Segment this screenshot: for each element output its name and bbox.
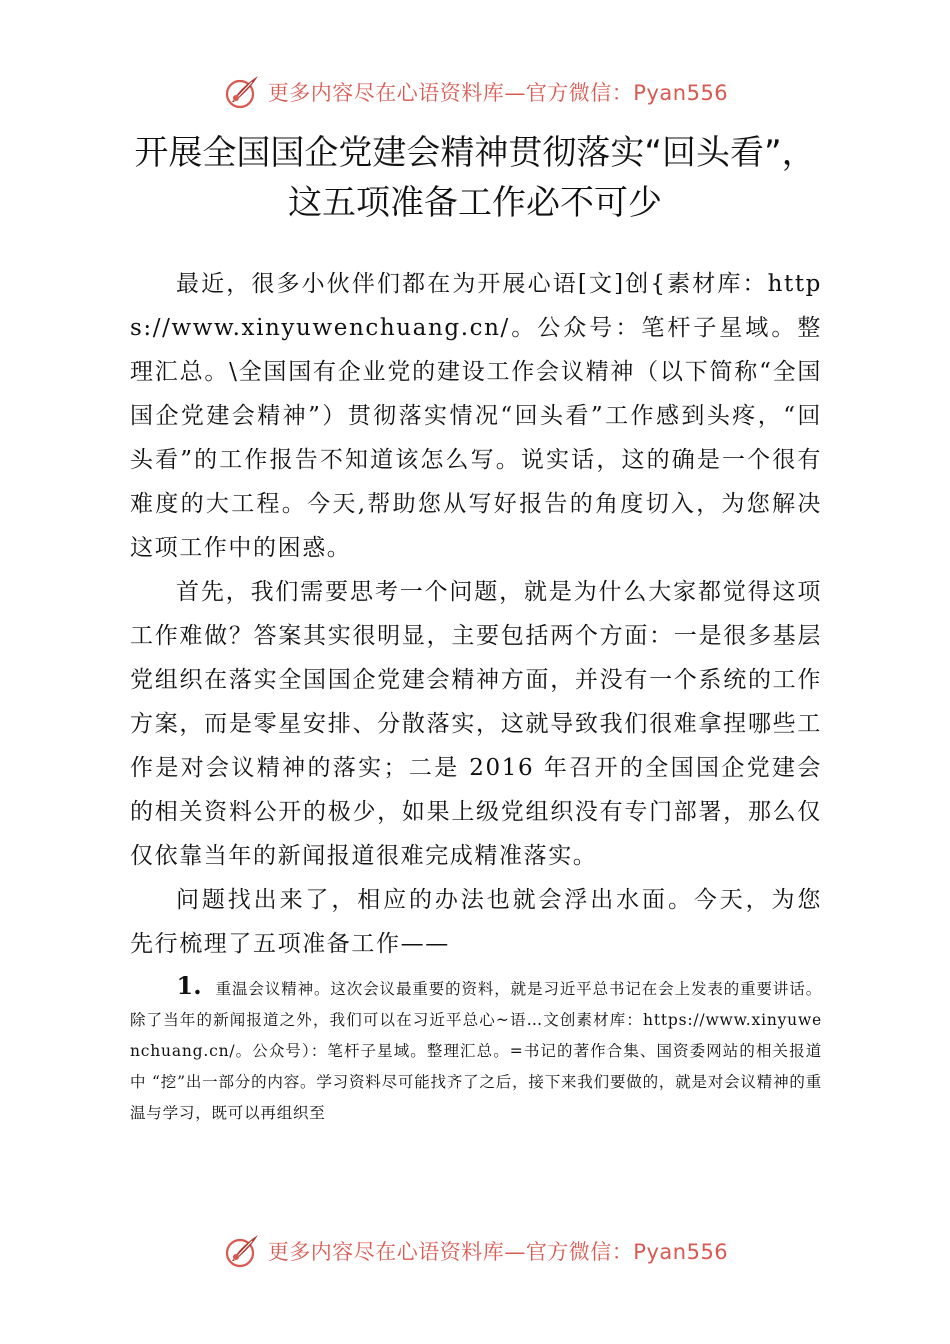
paragraph-1: 最近，很多小伙伴们都在为开展心语[文]创{素材库：https://www.xinyuwenchuang.cn/。公众号：笔杆子星域。整理汇总。\全国国有企业党的建设工作会议精神（以下简称“全国国企党建会精神”）贯彻落实情况“回头看”工作感到头疼，“回头看”的工作报告不知道该怎么写。说实话，这的确是一个很有难度的大工程。今天,帮助您从写好报告的角度切入，为您解决这项工作中的困惑。 xyxy=(130,271,822,561)
footer-banner xyxy=(0,1229,950,1273)
title-line-1: 开展全国国企党建会精神贯彻落实“回头看”， xyxy=(134,133,816,173)
header-banner xyxy=(0,70,950,114)
feather-logo-icon xyxy=(222,1231,262,1271)
feather-logo-icon xyxy=(222,72,262,112)
page-title xyxy=(0,128,950,228)
title-line-2: 这五项准备工作必不可少 xyxy=(288,183,662,223)
paragraph-2: 首先，我们需要思考一个问题，就是为什么大家都觉得这项工作难做？答案其实很明显，主要包括两个方面：一是很多基层党组织在落实全国国企党建会精神方面，并没有一个系统的工作方案，而是零星安排、分散落实，这就导致我们很难拿捏哪些工作是对会议精神的落实；二是 2016 年召开的全国国企党建会的相关资料公开的极少，如果上级党组织没有专门部署，那么仅仅依靠当年的新闻报道很难完成精准落实。 xyxy=(130,579,822,869)
list-item-text: 重温会议精神。这次会议最重要的资料，就是习近平总书记在会上发表的重要讲话。除了当年的新闻报道之外，我们可以在习近平总心~语…文创素材库：https://www.xinyuwenchuang.cn/。公众号）：笔杆子星域。整理汇总。=书记的著作合集、国资委网站的相关报道中 “挖”出一部分的内容。学习资料尽可能找齐了之后，接下来我们要做的，就是对会议精神的重温与学习，既可以再组织至 xyxy=(130,980,822,1122)
article-body xyxy=(130,262,822,1129)
list-item-number: 1. xyxy=(176,971,202,1000)
paragraph-3: 问题找出来了，相应的办法也就会浮出水面。今天，为您 先行梳理了五项准备工作—— xyxy=(130,887,822,957)
banner-text: 更多内容尽在心语资料库—官方微信：Pyan556 xyxy=(267,1240,729,1264)
banner-text: 更多内容尽在心语资料库—官方微信：Pyan556 xyxy=(267,81,729,105)
list-item-1 xyxy=(130,970,822,1129)
